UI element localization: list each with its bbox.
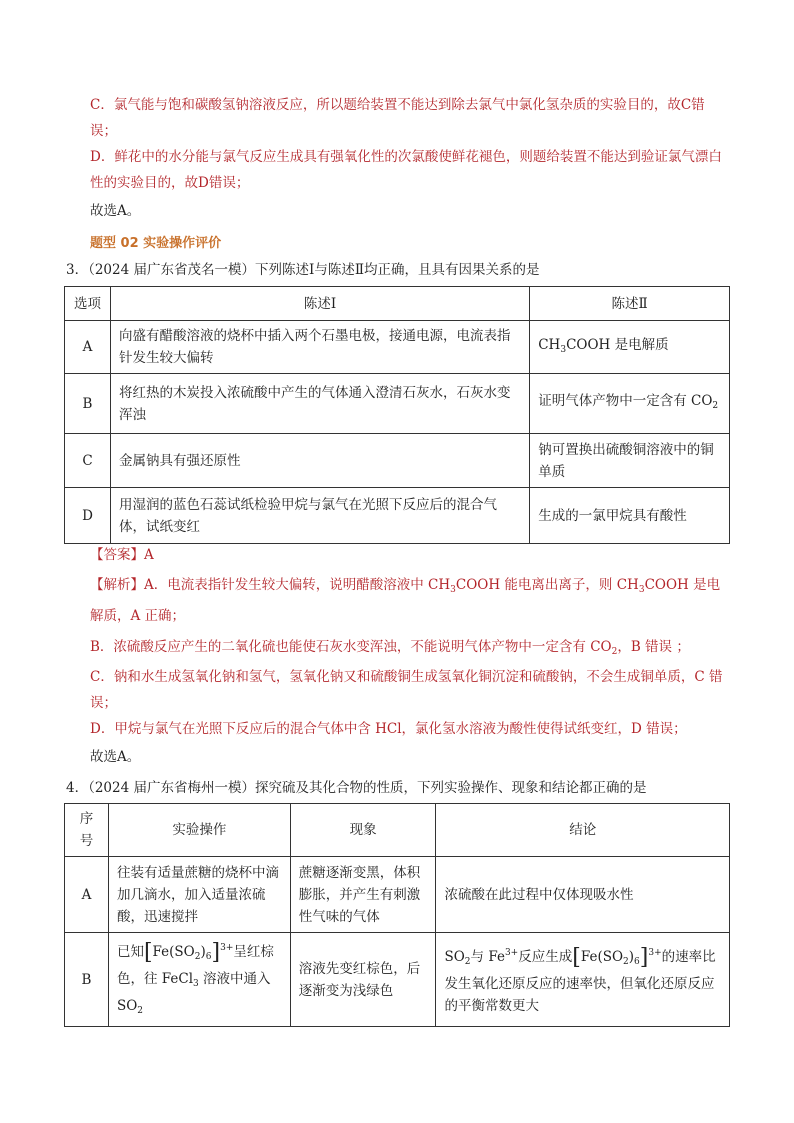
table-row <box>65 933 730 1027</box>
bracket-left: [ <box>143 940 153 965</box>
analysis-a <box>90 572 730 629</box>
analysis-text: B．浓硫酸反应产生的二氧化硫也能使石灰水变浑浊，不能说明气体产物中一定含有 CO <box>90 639 612 655</box>
operation-text: 溶液中通入 SO <box>116 971 271 1014</box>
bracket-left: [ <box>572 945 581 970</box>
statement-2-cell: 钠可置换出硫酸铜溶液中的铜单质 <box>530 434 730 488</box>
conclusion-text: SO <box>444 949 465 965</box>
subscript: 3 <box>638 585 645 595</box>
analysis-text: COOH 能电离出离子，则 CH <box>455 577 639 593</box>
conclusion-cell <box>436 933 730 1027</box>
statement-2-cell: 生成的一氯甲烷具有酸性 <box>530 488 730 544</box>
row-option: A <box>65 321 111 374</box>
table-row <box>65 488 730 544</box>
section-heading: 题型 02 实验操作评价 <box>90 236 222 251</box>
superscript: 3+ <box>220 943 234 953</box>
subscript: 2 <box>611 647 618 657</box>
analysis-b <box>90 634 730 665</box>
subscript: 2 <box>194 952 201 962</box>
statement-2-cell <box>530 321 730 374</box>
conclusion-text: 反应生成 <box>518 949 573 965</box>
statement-1-cell: 将红热的木炭投入浓硫酸中产生的气体通入澄清石灰水，石灰水变浑浊 <box>110 374 529 434</box>
answer-label: 【答案】A <box>90 547 154 563</box>
phenomenon-cell: 蔗糖逐渐变黑，体积膨胀，并产生有刺激性气味的气体 <box>290 857 436 933</box>
option-d-analysis: D．鲜花中的水分能与氯气反应生成具有强氧化性的次氯酸使鲜花褪色，则题给装置不能达到验证氯气漂白性的实验目的，故D错误； <box>90 149 722 191</box>
conclusion-text: 故选A。 <box>90 749 141 765</box>
analysis-text: A．电流表指针发生较大偏转，说明醋酸溶液中 CH <box>144 577 451 593</box>
operation-text: 呈红棕色，往 FeCl <box>116 944 274 987</box>
formula-text: Fe(SO <box>580 949 624 965</box>
table-header-row <box>65 804 730 857</box>
analysis-d: D．甲烷与氯气在光照下反应后的混合气体中含 HCl，氯化氢水溶液为酸性使得试纸变红，D 错误； <box>90 721 687 737</box>
header-phenomenon: 现象 <box>290 804 436 857</box>
statement-1-cell: 金属钠具有强还原性 <box>110 434 529 488</box>
subscript: 3 <box>560 344 567 355</box>
conclusion-text: 故选A。 <box>90 203 141 219</box>
header-conclusion: 结论 <box>436 804 730 857</box>
operation-cell <box>108 933 290 1027</box>
row-option: B <box>65 933 109 1027</box>
table-row <box>65 374 730 434</box>
subscript: 3 <box>450 585 456 595</box>
subscript: 2 <box>712 401 719 411</box>
superscript: 3+ <box>504 948 519 958</box>
analysis-text: COOH 是电解质，A 正确； <box>90 577 721 624</box>
formula-text: COOH 是电解质 <box>566 336 669 353</box>
q4-table <box>64 803 730 1027</box>
header-statement-1: 陈述Ⅰ <box>110 287 529 321</box>
subscript: 6 <box>634 957 640 967</box>
table-row <box>65 857 730 933</box>
subscript: 2 <box>623 957 629 967</box>
table-row <box>65 321 730 374</box>
operation-cell: 往装有适量蔗糖的烧杯中滴加几滴水，加入适量浓硫酸，迅速搅拌 <box>108 857 290 933</box>
analysis-label: 【解析】 <box>90 577 144 593</box>
subscript: 6 <box>205 952 212 962</box>
bracket-right: ] <box>639 945 649 970</box>
statement-1-cell: 向盛有醋酸溶液的烧杯中插入两个石墨电极，接通电源，电流表指针发生较大偏转 <box>110 321 529 374</box>
formula-text: CH <box>538 336 561 353</box>
bracket-right: ] <box>211 940 221 965</box>
conclusion-text: 与 Fe <box>470 949 505 965</box>
question-4: 4．（2024 届广东省梅州一模）探究硫及其化合物的性质，下列实验操作、现象和结论都正确的是 <box>66 780 647 796</box>
conclusion-cell: 浓硫酸在此过程中仅体现吸水性 <box>436 857 730 933</box>
analysis-c: C．钠和水生成氢氧化钠和氢气，氢氧化钠又和硫酸铜生成氢氧化铜沉淀和硫酸钠，不会生成铜单质，C 错误； <box>90 669 723 711</box>
row-option: D <box>65 488 111 544</box>
header-option: 选项 <box>65 287 111 321</box>
row-option: C <box>65 434 111 488</box>
subscript: 2 <box>137 1006 144 1016</box>
question-3: 3．（2024 届广东省茂名一模）下列陈述Ⅰ与陈述Ⅱ均正确，且具有因果关系的是 <box>66 262 540 278</box>
row-option: B <box>65 374 111 434</box>
operation-text: 已知 <box>116 944 144 960</box>
conclusion-text: 的速率比发生氧化还原反应的速率快，但氧化还原反应的平衡常数更大 <box>444 949 716 1014</box>
subscript: 3 <box>193 979 199 989</box>
q3-table <box>64 286 730 544</box>
formula-text: ) <box>200 944 206 960</box>
analysis-text: ，B 错误 ； <box>617 639 690 655</box>
statement-2-cell <box>530 374 730 434</box>
header-operation: 实验操作 <box>108 804 290 857</box>
formula-text: 证明气体产物中一定含有 CO <box>538 393 713 409</box>
phenomenon-cell: 溶液先变红棕色，后逐渐变为浅绿色 <box>290 933 436 1027</box>
formula-text: ) <box>628 949 635 965</box>
table-row <box>65 434 730 488</box>
table-header-row <box>65 287 730 321</box>
row-option: A <box>65 857 109 933</box>
header-number: 序号 <box>65 804 109 857</box>
formula-text: Fe(SO <box>152 944 195 960</box>
subscript: 2 <box>464 957 471 967</box>
statement-1-cell: 用湿润的蓝色石蕊试纸检验甲烷与氯气在光照下反应后的混合气体，试纸变红 <box>110 488 529 544</box>
superscript: 3+ <box>648 948 662 958</box>
header-statement-2: 陈述Ⅱ <box>530 287 730 321</box>
option-c-analysis: C．氯气能与饱和碳酸氢钠溶液反应，所以题给装置不能达到除去氯气中氯化氢杂质的实验目的，故C错误； <box>90 97 705 139</box>
